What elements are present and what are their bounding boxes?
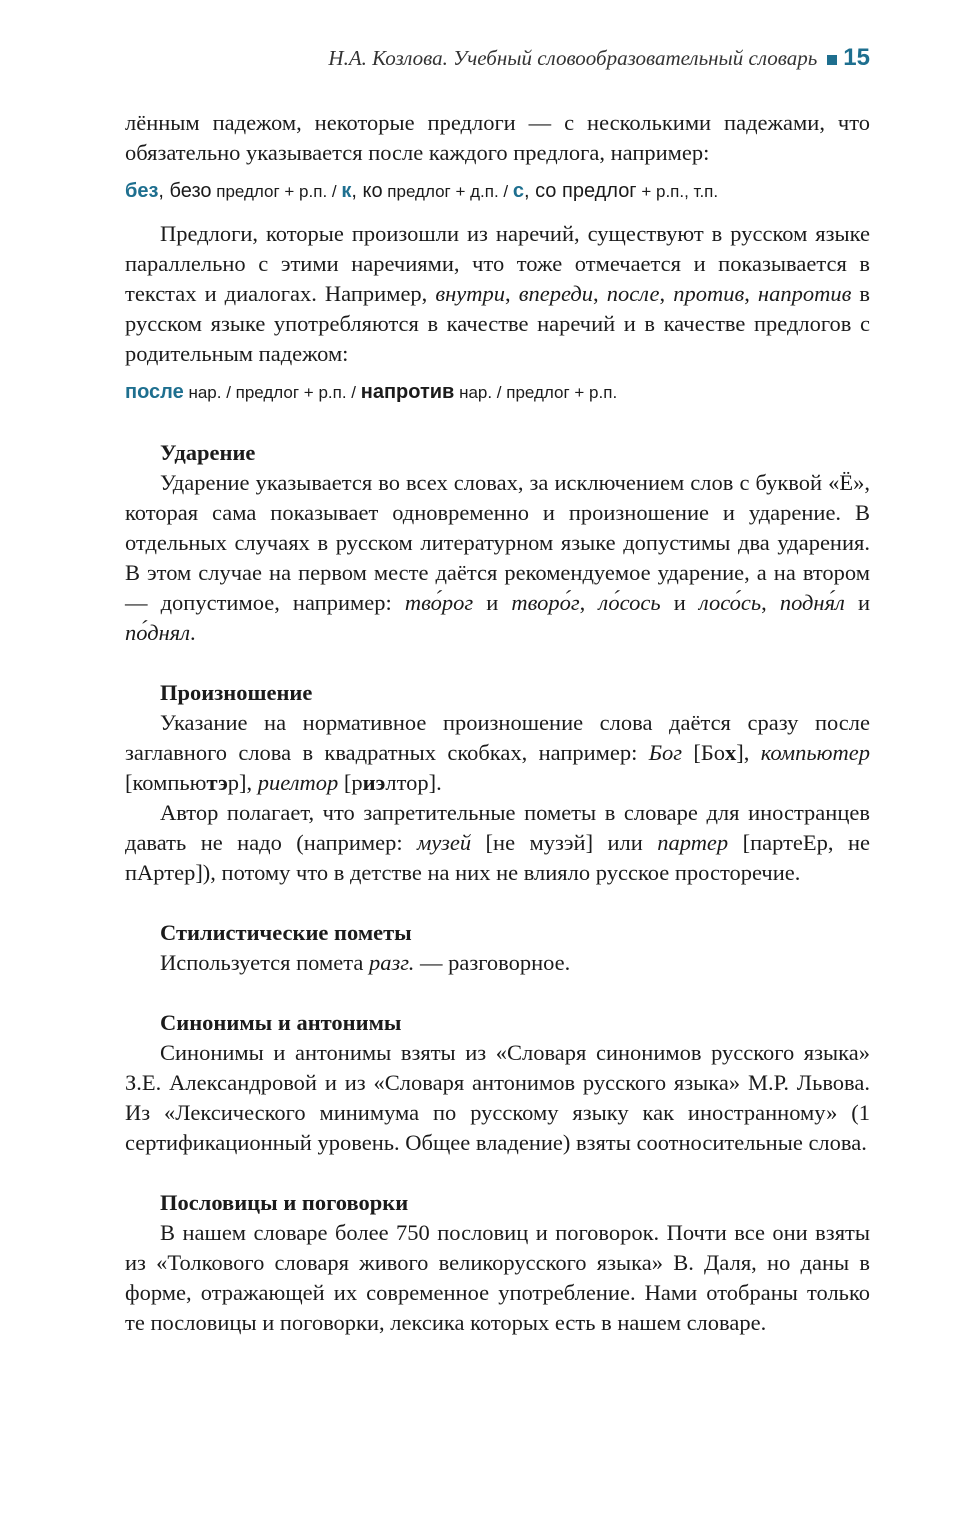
page-number: 15: [843, 44, 870, 71]
paragraph-style-marks: Используется помета разг. — разговорное.: [160, 950, 571, 975]
variant-bezo: , безо: [158, 180, 212, 202]
heading-pronunciation: Произношение: [160, 680, 313, 705]
page-body: [125, 108, 870, 1338]
variant-ko: , ко: [351, 180, 383, 202]
headword-naprotiv: напротив: [360, 381, 455, 403]
paragraph-proverbs: В нашем словаре более 750 пословиц и поговорок. Почти все они взяты из «Толкового словаря живого великорусского языка» В. Даля, но даны в форме, отражающей их современное употребление. Нами отобраны только те пословицы и поговорки, лексика которых есть в нашем словаре.: [125, 1220, 870, 1335]
paragraph-stress: Ударение указывается во всех словах, за исключением слов с буквой «Ё», которая сама показывает одновременно и произношение и ударение. В отдельных случаях в русском литературном языке допустимы два ударения. В этом случае на первом месте даётся рекомендуемое ударение, а на втором — допустимое, например: тво́рог и творо́г, ло́сось и лосо́сь, подня́л и по́днял.: [125, 470, 871, 645]
paragraph-prohibitive-marks: Автор полагает, что запретительные пометы в словаре для иностранцев давать не надо (например: музей [не музэй] или партер [партеЕр, не пАртер]), потому что в детстве на них не влияло русское просторечие.: [125, 800, 870, 885]
square-bullet-icon: [827, 55, 837, 65]
grammar-note: + р.п., т.п.: [636, 182, 719, 201]
paragraph-cases: лённым падежом, некоторые предлоги — с несколькими падежами, что обязательно указывается после каждого предлога, например:: [125, 110, 870, 165]
running-header: [125, 44, 870, 72]
grammar-note: предлог + р.п. /: [211, 182, 342, 201]
heading-synonyms: Синонимы и антонимы: [160, 1010, 402, 1035]
grammar-note: предлог + д.п. /: [382, 182, 513, 201]
paragraph-synonyms: Синонимы и антонимы взяты из «Словаря синонимов русского языка» З.Е. Александровой и из «Словаря антонимов русского языка» М.Р. Львова. Из «Лексического минимума по русскому языку как иностранному» (1 сертификационный уровень. Общее владение) взяты соотносительные слова.: [125, 1040, 870, 1155]
headword-k: к: [341, 180, 352, 202]
variant-so: , со предлог: [523, 180, 637, 202]
heading-stress: Ударение: [160, 440, 256, 465]
example-adverbs: [125, 377, 870, 408]
grammar-note: нар. / предлог + р.п.: [454, 383, 618, 402]
heading-style-marks: Стилистические пометы: [160, 920, 412, 945]
example-prepositions: [125, 176, 870, 207]
headword-s: с: [512, 180, 524, 202]
paragraph-pronunciation: Указание на нормативное произношение слова даётся сразу после заглавного слова в квадратных скобках, например: Бог [Бох], компьютер [компьютэр], риелтор [риэлтор].: [125, 710, 870, 795]
heading-proverbs: Пословицы и поговорки: [160, 1190, 409, 1215]
book-title: Н.А. Козлова. Учебный словообразовательный словарь: [328, 46, 818, 70]
paragraph-adverbs: Предлоги, которые произошли из наречий, существуют в русском языке параллельно с этими наречиями, что тоже отмечается и показывается в текстах и диалогах. Например, внутри, впереди, после, против, напротив в русском языке употребляются в качестве наречий и в качестве предлогов с родительным падежом:: [125, 221, 871, 366]
headword-bez: без: [125, 180, 159, 202]
grammar-note: нар. / предлог + р.п. /: [183, 383, 361, 402]
headword-posle: после: [125, 381, 184, 403]
